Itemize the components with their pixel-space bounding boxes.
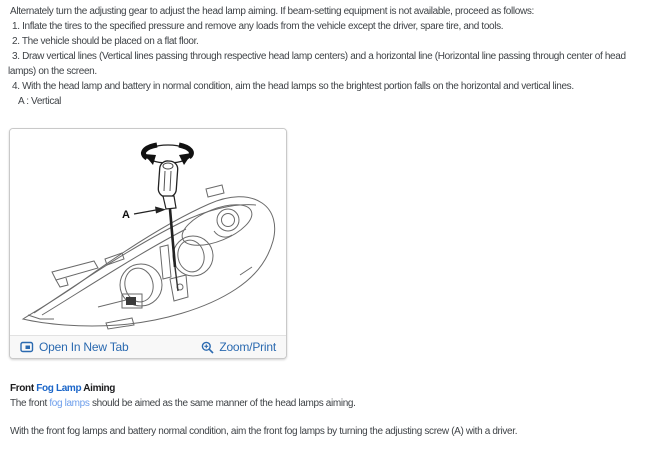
open-in-new-tab-label: Open In New Tab: [39, 340, 129, 354]
zoom-icon: [201, 341, 214, 354]
diagram-dark-detail: [126, 297, 136, 305]
open-in-new-tab-link[interactable]: [20, 340, 129, 354]
instruction-line-4: 4. With the head lamp and battery in normal condition, aim the head lamps so the brightest portion falls on the horizontal and vertical lines.: [12, 81, 574, 92]
fog-lamps-link[interactable]: fog lamps: [49, 398, 90, 409]
fog-lamp-paragraph-2: With the front fog lamps and battery normal condition, aim the front fog lamps by turning the adjusting screw (A) with a driver.: [10, 426, 518, 437]
zoom-print-link[interactable]: [201, 340, 276, 354]
fog-lamp-link[interactable]: Fog Lamp: [36, 383, 82, 394]
fog-lamp-section-heading: [0, 381, 650, 396]
para1-prefix: The front: [10, 398, 50, 409]
instruction-legend-a-vertical: A : Vertical: [18, 96, 62, 107]
label-a-callout: [122, 207, 166, 222]
instruction-line-2: 2. The vehicle should be placed on a flat floor.: [12, 36, 199, 47]
zoom-print-label: Zoom/Print: [219, 340, 276, 354]
fog-lamp-paragraph-1: [0, 396, 650, 411]
open-in-new-tab-icon: [20, 341, 34, 353]
para1-suffix: should be aimed as the same manner of the head lamps aiming.: [89, 398, 356, 409]
figure-action-bar: [10, 335, 286, 358]
instructions-intro: Alternately turn the adjusting gear to adjust the head lamp aiming. If beam-setting equipment is not available, proceed as follows:: [10, 6, 534, 17]
figure-panel: [9, 128, 287, 359]
label-a-text: A: [122, 209, 130, 221]
instruction-line-3: 3. Draw vertical lines (Vertical lines passing through respective head lamp centers) and a horizontal line (Horizontal line passing through center of head: [12, 51, 626, 62]
headlamp-line-art: [10, 129, 286, 330]
headlamp-diagram: [10, 129, 286, 335]
heading-suffix: Aiming: [81, 383, 116, 394]
instruction-line-1: 1. Inflate the tires to the specified pressure and remove any loads from the vehicle except the driver, spare tire, and tools.: [12, 21, 504, 32]
heading-prefix: Front: [10, 383, 37, 394]
instruction-line-3-continued: lamps) on the screen.: [8, 66, 97, 77]
